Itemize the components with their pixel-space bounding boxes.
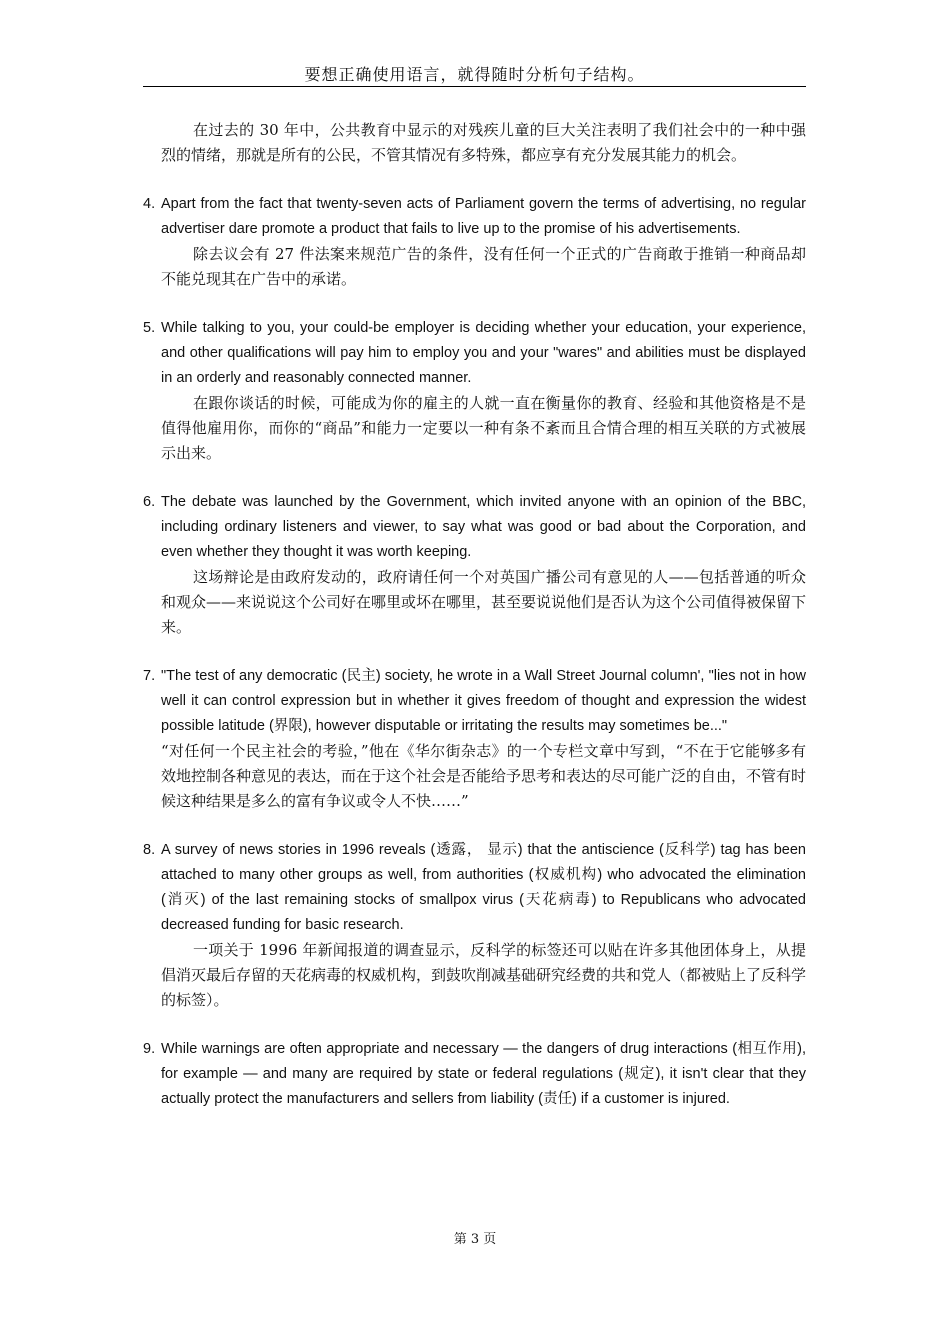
- english-paragraph: [143, 1037, 806, 1112]
- english-paragraph: [143, 838, 806, 938]
- item-4: [143, 192, 806, 292]
- english-text: The debate was launched by the Government, which invited anyone with an opinion of the BBC, including ordinary listeners and viewer, to say what was good or bad about the Corporation, and even whether they thought it was worth keeping.: [161, 494, 806, 560]
- item-number: 4.: [143, 196, 156, 212]
- english-text: While warnings are often appropriate and necessary — the dangers of drug interactions (相互作用), for example — and many are required by state or federal regulations (规定), it isn't clear that they actually protect the manufacturers and sellers from liability (责任) if a customer is injured.: [161, 1041, 806, 1107]
- item-number: 8.: [143, 842, 156, 858]
- english-text: Apart from the fact that twenty-seven acts of Parliament govern the terms of advertising, no regular advertiser dare promote a product that fails to live up to the promise of his advertisements.: [161, 196, 806, 237]
- item-5: [143, 316, 806, 466]
- item-number: 9.: [143, 1041, 156, 1057]
- english-paragraph: [143, 316, 806, 391]
- english-text: "The test of any democratic (民主) society, he wrote in a Wall Street Journal column', "lies not in how well it can control expression but in whether it gives freedom of thought and expression the widest possible latitude (界限), however disputable or irritating the results may sometimes be...": [161, 668, 806, 734]
- item-9: [143, 1037, 806, 1112]
- item-number: 6.: [143, 494, 156, 510]
- translation-paragraph: 一项关于 1996 年新闻报道的调查显示，反科学的标签还可以贴在许多其他团体身上，从提倡消灭最后存留的天花病毒的权威机构，到鼓吹削减基础研究经费的共和党人（都被贴上了反科学的标签）。: [161, 941, 807, 1009]
- item-number: 5.: [143, 320, 156, 336]
- document-body: [143, 118, 806, 1136]
- translation-paragraph: 在过去的 30 年中，公共教育中显示的对残疾儿童的巨大关注表明了我们社会中的一种中强烈的情绪，那就是所有的公民，不管其情况有多特殊，都应享有充分发展其能力的机会。: [161, 121, 806, 164]
- translation-paragraph: 这场辩论是由政府发动的，政府请任何一个对英国广播公司有意见的人——包括普通的听众和观众——来说说这个公司好在哪里或坏在哪里，甚至要说说他们是否认为这个公司值得被保留下来。: [161, 568, 807, 636]
- translation-paragraph: “对任何一个民主社会的考验，”他在《华尔街杂志》的一个专栏文章中写到，“不在于它能够多有效地控制各种意见的表达，而在于这个社会是否能给予思考和表达的尽可能广泛的自由，不管有时候这种结果是多么的富有争议或令人不快……”: [161, 742, 807, 810]
- translation-paragraph: 除去议会有 27 件法案来规范广告的条件，没有任何一个正式的广告商敢于推销一种商品却不能兑现其在广告中的承诺。: [161, 245, 806, 288]
- item-6: [143, 490, 806, 640]
- page-number: 第 3 页: [453, 1232, 497, 1247]
- english-paragraph: [143, 664, 806, 739]
- intro-block: [143, 118, 806, 168]
- english-paragraph: [143, 192, 806, 242]
- item-7: [143, 664, 806, 814]
- english-text: While talking to you, your could-be employer is deciding whether your education, your experience, and other qualifications will pay him to employ you and your "wares" and abilities must be displayed in an orderly and reasonably connected manner.: [161, 320, 806, 386]
- translation-paragraph: 在跟你谈话的时候，可能成为你的雇主的人就一直在衡量你的教育、经验和其他资格是不是值得他雇用你，而你的“商品”和能力一定要以一种有条不紊而且合情合理的相互关联的方式被展示出来。: [161, 394, 806, 462]
- page-header: 要想正确使用语言，就得随时分析句子结构。: [304, 65, 645, 84]
- item-number: 7.: [143, 668, 156, 684]
- item-8: [143, 838, 806, 1013]
- english-text: A survey of news stories in 1996 reveals (透露， 显示) that the antiscience (反科学) tag has been attached to many other groups as well, from authorities (权威机构) who advocated the elimination (消灭) of the last remaining stocks of smallpox virus (天花病毒) to Republicans who advocated decreased funding for basic research.: [161, 842, 806, 933]
- header-rule: [143, 86, 806, 87]
- english-paragraph: [143, 490, 806, 565]
